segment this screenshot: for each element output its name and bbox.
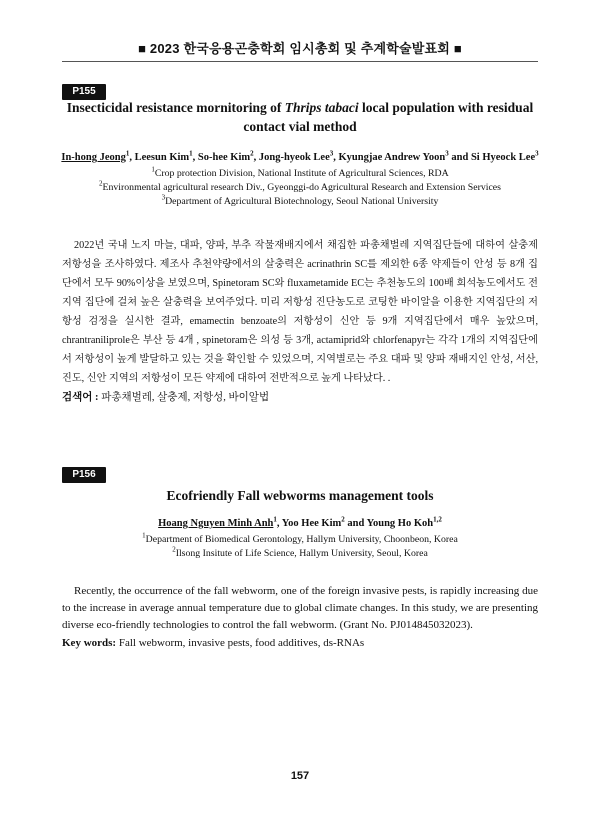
author-separator: , xyxy=(129,152,135,163)
author-name: Kyungjae Andrew Yoon xyxy=(338,152,446,163)
affiliation-text: Department of Biomedical Gerontology, Hallym University, Choonbeon, Korea xyxy=(145,534,458,545)
title-species-italic: Thrips tabaci xyxy=(284,100,359,115)
affiliation-mark: 3 xyxy=(161,193,166,202)
abstract-title xyxy=(62,98,538,136)
author-list xyxy=(40,149,560,163)
abstract-id-tag: P156 xyxy=(62,467,106,483)
author-name: Hoang Nguyen Minh Anh xyxy=(158,518,274,529)
affiliation-mark: 1 xyxy=(151,165,155,174)
keywords-line xyxy=(62,637,538,649)
author-affiliation-mark: 1 xyxy=(273,515,277,524)
author-name: Young Ho Koh xyxy=(366,518,434,529)
author-name: Jong-hyeok Lee xyxy=(258,152,330,163)
title-text-cont: local population with residual contact vial method xyxy=(243,100,534,134)
author-affiliation-mark: 2 xyxy=(250,149,254,158)
abstract-id-tag: P155 xyxy=(62,84,106,100)
affiliation-list xyxy=(40,167,560,209)
author-affiliation-mark: 1 xyxy=(125,149,130,158)
author-name: So-hee Kim xyxy=(197,152,251,163)
author-name: In-hong Jeong xyxy=(61,152,126,163)
affiliation-mark: 1 xyxy=(142,531,146,540)
abstract-title xyxy=(62,486,538,505)
keywords-label: 검색어 : xyxy=(62,392,99,403)
page-header: ■ 2023 한국응용곤충학회 임시총회 및 추계학술발표회 ■ xyxy=(138,41,462,56)
title-text: Insecticidal resistance mornitoring of xyxy=(66,100,282,115)
author-affiliation-mark: 1 xyxy=(189,149,193,158)
header-divider xyxy=(62,61,538,62)
affiliation-text: Department of Agricultural Biotechnology, Seoul National University xyxy=(165,196,439,207)
affiliation-line xyxy=(40,533,560,547)
author-affiliation-mark: 2 xyxy=(341,515,345,524)
affiliation-mark: 2 xyxy=(172,545,176,554)
affiliation-line xyxy=(40,195,560,209)
affiliation-line xyxy=(40,181,560,195)
affiliation-text: Crop protection Division, National Institute of Agricultural Sciences, RDA xyxy=(154,168,449,179)
author-name: Si Hyeock Lee xyxy=(470,152,536,163)
page-number: 157 xyxy=(290,770,310,782)
abstract-body: 2022년 국내 노지 마늘, 대파, 양파, 부추 작물재배지에서 채집한 파총채벌레 지역집단들에 대하여 살충제 저항성을 조사하였다. 제조사 추천약량에서의 살충력은 acrinathrin SC를 제외한 6종 약제들이 안성 등 8개 집단에서 모두 90%이상을 보였으며, Spinetoram SC와 fluxametamide EC는 추천농도의 100배 희석농도에서도 전 지역 집단에 걸쳐 높은 살충력을 보여주었다. 미리 저항성 진단농도로 코팅한 바이알을 이용한 지역집단의 저항성 검정을 실시한 결과, emamectin benzoate의 저항성이 신안 등 9개 지역집단에서 매우 높았으며, chrantraniliprole은 부산 등 4개 , spinetoram은 의성 등 3개, actamiprid와 chlorfenapyr는 각각 1개의 지역집단에서 저항성이 높게 발달하고 있는 것을 확인할 수 있었으며, 지역별로는 주요 대파 및 양파 재배지인 안성, 서산, 진도, 신안 지역의 저항성이 모든 약제에 대하여 전반적으로 높게 나타났다. . xyxy=(62,240,538,384)
author-affiliation-mark: 3 xyxy=(329,149,334,158)
affiliation-text: Environmental agricultural research Div., Gyeonggi-do Agricultural Research and Extension Services xyxy=(102,182,501,193)
affiliation-text: Ilsong Insitute of Life Science, Hallym University, Seoul, Korea xyxy=(175,548,428,559)
author-separator: and xyxy=(448,152,471,163)
author-name: Yoo Hee Kim xyxy=(281,518,342,529)
keywords-value: Fall webworm, invasive pests, food additives, ds-RNAs xyxy=(118,637,365,649)
title-text: Ecofriendly Fall webworms management tools xyxy=(166,488,434,503)
author-separator: , xyxy=(253,152,259,163)
author-name: Leesun Kim xyxy=(134,152,190,163)
abstract-body: Recently, the occurrence of the fall webworm, one of the foreign invasive pests, is rapidly increasing due to the increase in average annual temperature due to global climate changes. In this study, we are presenting diverse eco-friendly technologies to control the fall webworm. (Grant No. PJ014845032023). xyxy=(62,585,538,631)
author-list xyxy=(40,515,560,529)
keywords-value: 파총채벌레, 살충제, 저항성, 바이알법 xyxy=(101,392,270,403)
author-affiliation-mark: 3 xyxy=(445,149,449,158)
author-affiliation-mark: 3 xyxy=(535,149,539,158)
author-separator: , xyxy=(333,152,339,163)
author-separator: , xyxy=(192,152,198,163)
affiliation-line xyxy=(40,167,560,181)
affiliation-line xyxy=(40,547,560,561)
affiliation-list xyxy=(40,533,560,561)
author-separator: , xyxy=(276,518,282,529)
keywords-label: Key words: xyxy=(62,637,117,649)
affiliation-mark: 2 xyxy=(99,179,103,188)
author-affiliation-mark: 1,2 xyxy=(433,515,442,524)
keywords-line xyxy=(62,389,538,404)
author-separator: and xyxy=(344,518,367,529)
